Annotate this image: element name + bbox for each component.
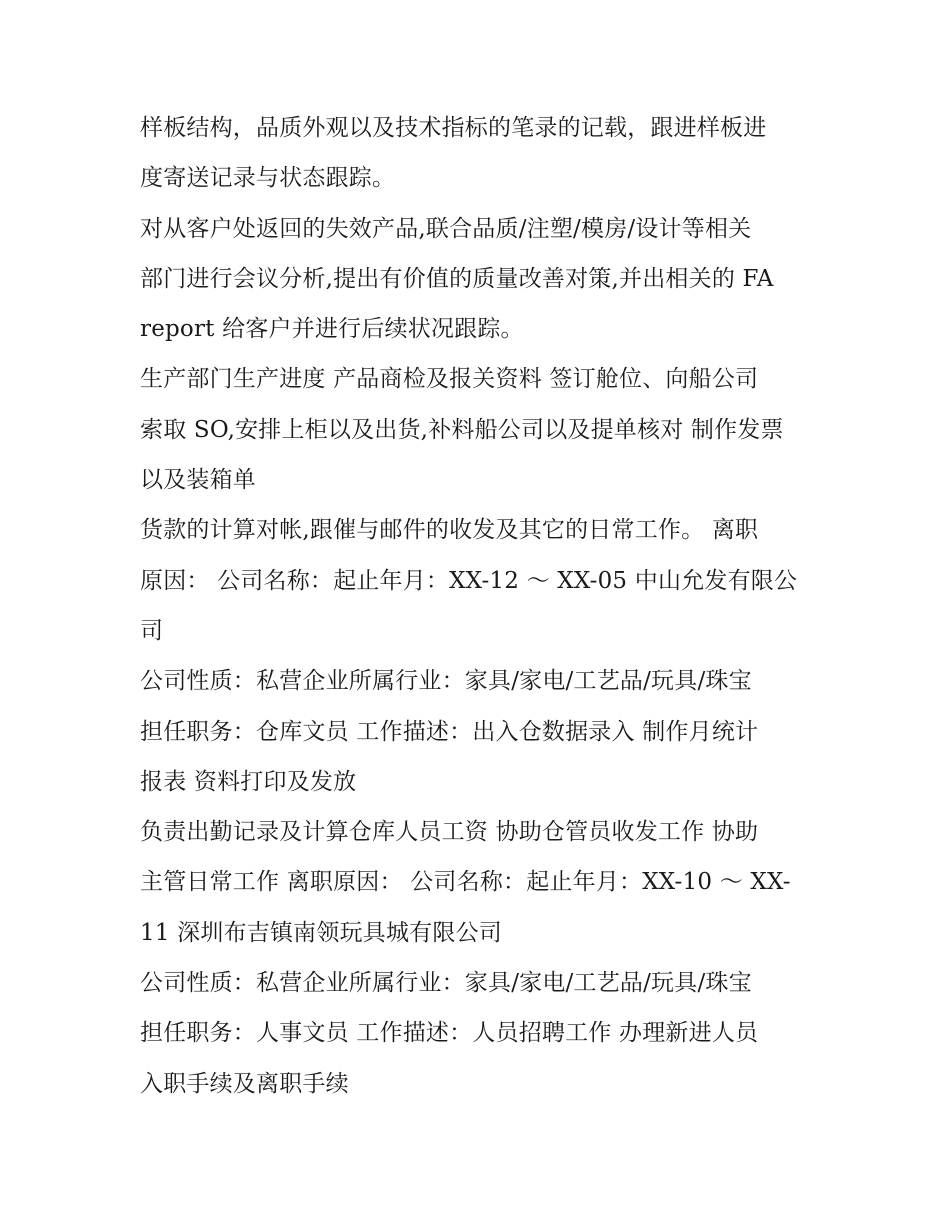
text-line: 度寄送记录与状态跟踪。 — [140, 165, 396, 192]
text-line: 生产部门生产进度 产品商检及报关资料 签订舱位、向船公司 — [140, 366, 759, 393]
text-line: 对从客户处返回的失效产品,联合品质/注塑/模房/设计等相关 — [140, 215, 752, 242]
text-line: 司 — [140, 617, 164, 644]
text-line: 担任职务：人事文员 工作描述：人员招聘工作 办理新进人员 — [140, 1020, 759, 1047]
text-line: 负责出勤记录及计算仓库人员工资 协助仓管员收发工作 协助 — [140, 819, 759, 846]
document-body — [140, 103, 815, 1109]
text-line: 担任职务：仓库文员 工作描述：出入仓数据录入 制作月统计 — [140, 718, 759, 745]
text-line: 原因： 公司名称：起止年月：XX-12 ～ XX-05 中山允发有限公 — [140, 567, 798, 594]
text-line: 索取 SO,安排上柜以及出货,补料船公司以及提单核对 制作发票 — [140, 416, 784, 443]
text-line: 入职手续及离职手续 — [140, 1070, 349, 1097]
text-line: 样板结构，品质外观以及技术指标的笔录的记载，跟进样板进 — [140, 115, 767, 141]
text-line: report 给客户并进行后续状况跟踪。 — [140, 316, 524, 343]
text-line: 报表 资料打印及发放 — [140, 768, 357, 795]
text-line: 部门进行会议分析,提出有价值的质量改善对策,并出相关的 FA — [140, 265, 774, 292]
text-line: 货款的计算对帐,跟催与邮件的收发及其它的日常工作。 离职 — [140, 517, 759, 544]
text-line: 以及装箱单 — [140, 467, 256, 494]
text-line: 公司性质：私营企业所属行业：家具/家电/工艺品/玩具/珠宝 — [140, 970, 752, 997]
text-line: 主管日常工作 离职原因： 公司名称：起止年月：XX-10 ～ XX- — [140, 869, 791, 896]
text-line: 11 深圳布吉镇南领玩具城有限公司 — [140, 919, 502, 946]
text-line: 公司性质：私营企业所属行业：家具/家电/工艺品/玩具/珠宝 — [140, 668, 752, 695]
